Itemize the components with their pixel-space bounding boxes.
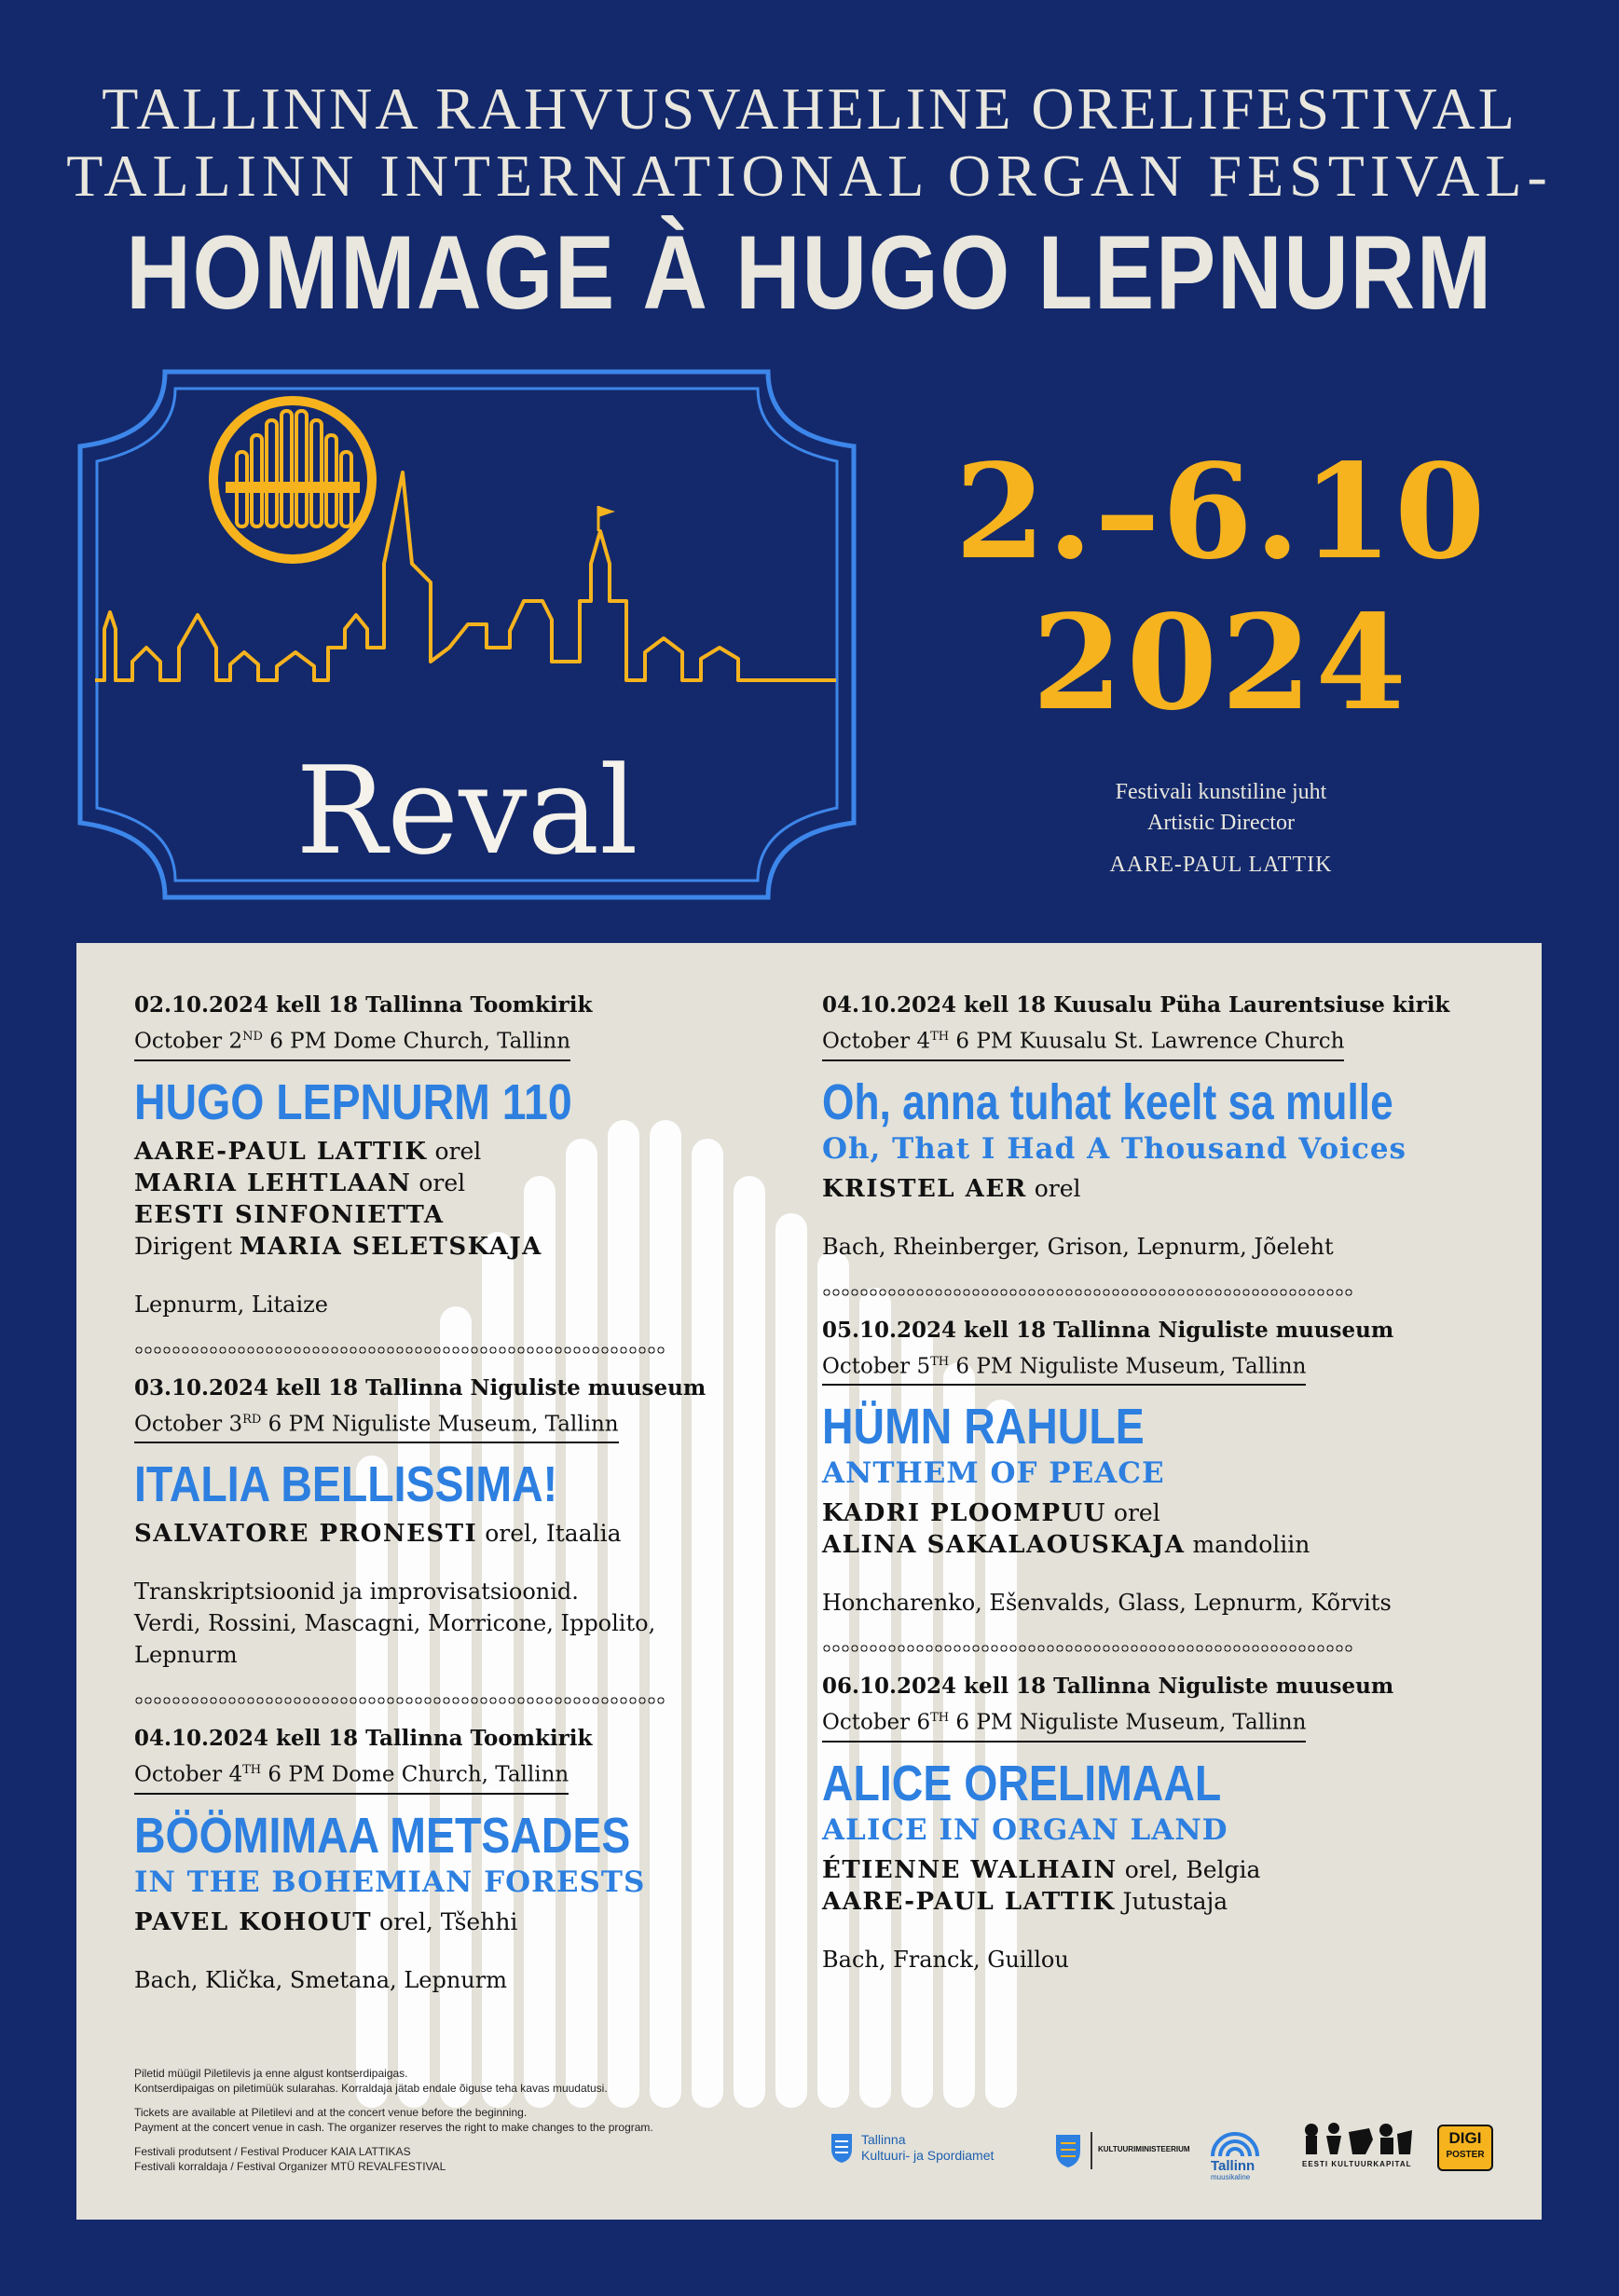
event-date-en-suffix: TH xyxy=(930,1030,950,1044)
event-date-en-venue: 6 PM Niguliste Museum, Tallinn xyxy=(949,1710,1307,1735)
festival-name-et: TALLINNA RAHVUSVAHELINE ORELIFESTIVAL xyxy=(102,75,1517,142)
event-title: ALICE ORELIMAAL xyxy=(822,1755,1222,1811)
sponsor-text: Tallinn xyxy=(1211,2158,1255,2174)
event-date: 06.10.2024 kell 18 Tallinna Niguliste muuseum xyxy=(822,1674,1394,1700)
event-title: Oh, anna tuhat keelt sa mulle xyxy=(822,1073,1393,1130)
program-line: Verdi, Rossini, Mascagni, Morricone, Ippolito, Lepnurm xyxy=(134,1610,656,1669)
event-program xyxy=(822,1587,1475,1619)
program-line: Transkriptsioonid ja improvisatsioonid. xyxy=(134,1578,579,1606)
festival-dates xyxy=(895,438,1547,741)
program-line: Bach, Franck, Guillou xyxy=(822,1946,1069,1973)
festival-subtitle: HOMMAGE À HUGO LEPNURM xyxy=(126,214,1493,331)
dotted-separator xyxy=(822,1287,1353,1298)
festival-name-en: TALLINN INTERNATIONAL ORGAN FESTIVAL- xyxy=(66,143,1553,209)
event-date: 03.10.2024 kell 18 Tallinna Niguliste muuseum xyxy=(134,1374,707,1401)
sponsor-text: EESTI KULTUURKAPITAL xyxy=(1302,2160,1412,2168)
organ-pipe-shape xyxy=(775,1213,807,2108)
event-date-en-suffix: TH xyxy=(242,1763,262,1778)
digi-poster-logo xyxy=(1437,2125,1493,2171)
program-line: Bach, Klička, Smetana, Lepnurm xyxy=(134,1966,507,1993)
concert-event xyxy=(134,990,731,1356)
performer-name: SALVATORE PRONESTI xyxy=(134,1520,478,1549)
fine-print xyxy=(134,2066,787,2183)
logo-text: Reval xyxy=(295,740,638,882)
event-date-en xyxy=(822,1346,1306,1387)
event-title: BÖÖMIMAA METSADES xyxy=(134,1807,631,1864)
event-date-en-text: October 3 xyxy=(134,1412,243,1437)
event-date-en-text: October 6 xyxy=(822,1710,931,1735)
event-date-en-text: October 5 xyxy=(822,1354,931,1379)
director-label-en: Artistic Director xyxy=(1147,811,1295,835)
performer xyxy=(822,1886,1475,1918)
performer-role: orel, Tšehhi xyxy=(379,1907,518,1935)
performer-role: orel, Belgia xyxy=(1124,1855,1261,1883)
event-date-en-text: October 2 xyxy=(134,1029,243,1054)
sponsor-text: muusikaline xyxy=(1211,2173,1251,2181)
performer-name: ALINA SAKALAOUSKAJA xyxy=(822,1531,1186,1560)
figures-icon xyxy=(1300,2121,1416,2158)
program-line: Honcharenko, Ešenvalds, Glass, Lepnurm, Kõrvits xyxy=(822,1590,1392,1617)
event-title: HÜMN RAHULE xyxy=(822,1399,1145,1456)
dotted-separator xyxy=(134,1695,665,1706)
event-date-en-suffix: ND xyxy=(242,1030,263,1044)
event-title-en: Oh, That I Had A Thousand Voices xyxy=(822,1131,1406,1166)
event-date-en-suffix: TH xyxy=(930,1711,950,1726)
event-date: 05.10.2024 kell 18 Tallinna Niguliste muuseum xyxy=(822,1317,1394,1343)
fine-line: Piletid müügil Piletilevis ja enne algust kontserdipaigas. xyxy=(134,2067,408,2080)
performer xyxy=(822,1854,1475,1886)
event-date-en xyxy=(822,1021,1344,1061)
sponsor-text: Tallinna xyxy=(861,2132,906,2147)
concert-event xyxy=(822,1315,1475,1655)
event-title: HUGO LEPNURM 110 xyxy=(134,1073,572,1130)
performer-name: KRISTEL AER xyxy=(822,1174,1027,1203)
event-date-en-venue: 6 PM Dome Church, Tallinn xyxy=(261,1762,569,1787)
sponsor-logos xyxy=(830,2119,1501,2184)
performer xyxy=(134,1199,731,1231)
performer-name: AARE-PAUL LATTIK xyxy=(822,1887,1116,1916)
dotted-separator xyxy=(134,1345,665,1356)
event-date-en-venue: 6 PM Dome Church, Tallinn xyxy=(262,1029,571,1054)
performer-role: orel xyxy=(1113,1499,1160,1527)
event-title: ITALIA BELLISSIMA! xyxy=(134,1456,558,1513)
event-date-en xyxy=(822,1702,1306,1742)
event-program xyxy=(134,1289,731,1320)
organ-pipe-shape xyxy=(734,1176,765,2108)
performer-name: KADRI PLOOMPUU xyxy=(822,1499,1106,1528)
reval-logo xyxy=(76,368,858,901)
event-date-en xyxy=(134,1755,569,1795)
program-line: Lepnurm, Litaize xyxy=(134,1291,328,1318)
event-date-en-venue: 6 PM Niguliste Museum, Tallinn xyxy=(261,1412,619,1437)
performer-list xyxy=(134,1518,731,1550)
fine-line: Festivali korraldaja / Festival Organizer MTÜ REVALFESTIVAL xyxy=(134,2160,446,2173)
performer-list xyxy=(822,1173,1475,1205)
event-date-en xyxy=(134,1404,619,1444)
performer-role: orel xyxy=(434,1137,482,1165)
fine-line: Festivali produtsent / Festival Producer KAIA LATTIKAS xyxy=(134,2145,411,2158)
performer xyxy=(822,1529,1475,1561)
performer-list xyxy=(134,1906,731,1938)
event-date: 04.10.2024 kell 18 Kuusalu Püha Laurentsiuse kirik xyxy=(822,992,1450,1018)
concert-event xyxy=(134,1723,731,1996)
event-date: 02.10.2024 kell 18 Tallinna Toomkirik xyxy=(134,992,593,1018)
event-title-en: IN THE BOHEMIAN FORESTS xyxy=(134,1865,646,1899)
performer-name: PAVEL KOHOUT xyxy=(134,1907,373,1936)
director-label-et: Festivali kunstiline juht xyxy=(1115,780,1327,804)
sponsor-text: DIGI xyxy=(1448,2129,1482,2147)
fine-line: Tickets are available at Piletilevi and at the concert venue before the beginning. xyxy=(134,2106,528,2119)
event-program xyxy=(822,1231,1475,1263)
performer-list xyxy=(134,1136,731,1263)
column-left xyxy=(134,990,731,1996)
performer-role: orel xyxy=(1034,1174,1081,1202)
event-program xyxy=(134,1964,731,1996)
performer xyxy=(134,1906,731,1938)
concert-event xyxy=(134,1373,731,1707)
sponsor-text: KULTUURIMINISTEERIUM xyxy=(1098,2145,1190,2153)
fine-line: Payment at the concert venue in cash. The organizer reserves the right to make changes to the program. xyxy=(134,2121,653,2134)
event-date-en-text: October 4 xyxy=(822,1029,931,1054)
performer xyxy=(822,1173,1475,1205)
performer-list xyxy=(822,1854,1475,1918)
performer xyxy=(134,1168,731,1199)
sponsor-text: POSTER xyxy=(1446,2150,1485,2160)
sponsor-text: Kultuuri- ja Spordiamet xyxy=(861,2148,995,2163)
event-date-en-venue: 6 PM Niguliste Museum, Tallinn xyxy=(949,1354,1307,1379)
event-title-en: ALICE IN ORGAN LAND xyxy=(822,1812,1228,1847)
column-right xyxy=(822,990,1475,1975)
event-title-en: ANTHEM OF PEACE xyxy=(822,1456,1165,1491)
event-program xyxy=(822,1944,1475,1975)
event-date-en-suffix: TH xyxy=(930,1354,950,1369)
event-date-en-venue: 6 PM Kuusalu St. Lawrence Church xyxy=(949,1029,1345,1054)
arc-icon xyxy=(1207,2123,1263,2160)
concert-event xyxy=(822,990,1475,1298)
performer-list xyxy=(822,1497,1475,1561)
event-date-en-suffix: RD xyxy=(242,1412,262,1427)
performer-name: ÉTIENNE WALHAIN xyxy=(822,1855,1118,1884)
dotted-separator xyxy=(822,1643,1353,1654)
tallinn-shield-icon xyxy=(830,2132,854,2164)
estonia-coat-of-arms-icon xyxy=(1053,2132,1083,2169)
performer xyxy=(822,1497,1475,1529)
program-line: Bach, Rheinberger, Grison, Lepnurm, Jõeleht xyxy=(822,1233,1334,1260)
date-range: 2.–6.10 xyxy=(954,436,1488,589)
concert-event xyxy=(822,1671,1475,1975)
event-date-en-text: October 4 xyxy=(134,1762,243,1787)
performer-role: mandoliin xyxy=(1192,1531,1310,1559)
performer-role: orel, Itaalia xyxy=(485,1520,622,1548)
event-date: 04.10.2024 kell 18 Tallinna Toomkirik xyxy=(134,1726,593,1752)
performer-role: Jutustaja xyxy=(1122,1887,1228,1915)
event-program xyxy=(134,1576,731,1671)
performer xyxy=(134,1136,731,1168)
performer-name: EESTI SINFONIETTA xyxy=(134,1200,445,1229)
performer-role: orel xyxy=(418,1168,466,1196)
director-name: AARE-PAUL LATTIK xyxy=(1109,853,1333,877)
date-year: 2024 xyxy=(1032,587,1410,740)
performer-name: AARE-PAUL LATTIK xyxy=(134,1137,428,1166)
program-panel xyxy=(76,943,1542,2220)
performer-name: MARIA LEHTLAAN xyxy=(134,1168,412,1197)
fine-line: Kontserdipaigas on piletimüük sularahas. Korraldaja jätab endale õiguse teha kavas muudatusi. xyxy=(134,2082,608,2095)
artistic-director xyxy=(1035,777,1407,881)
performer-prefix: Dirigent xyxy=(134,1232,240,1260)
event-date-en xyxy=(134,1021,570,1061)
performer xyxy=(134,1518,731,1550)
performer xyxy=(134,1231,731,1263)
performer-name: MARIA SELETSKAJA xyxy=(239,1232,542,1261)
